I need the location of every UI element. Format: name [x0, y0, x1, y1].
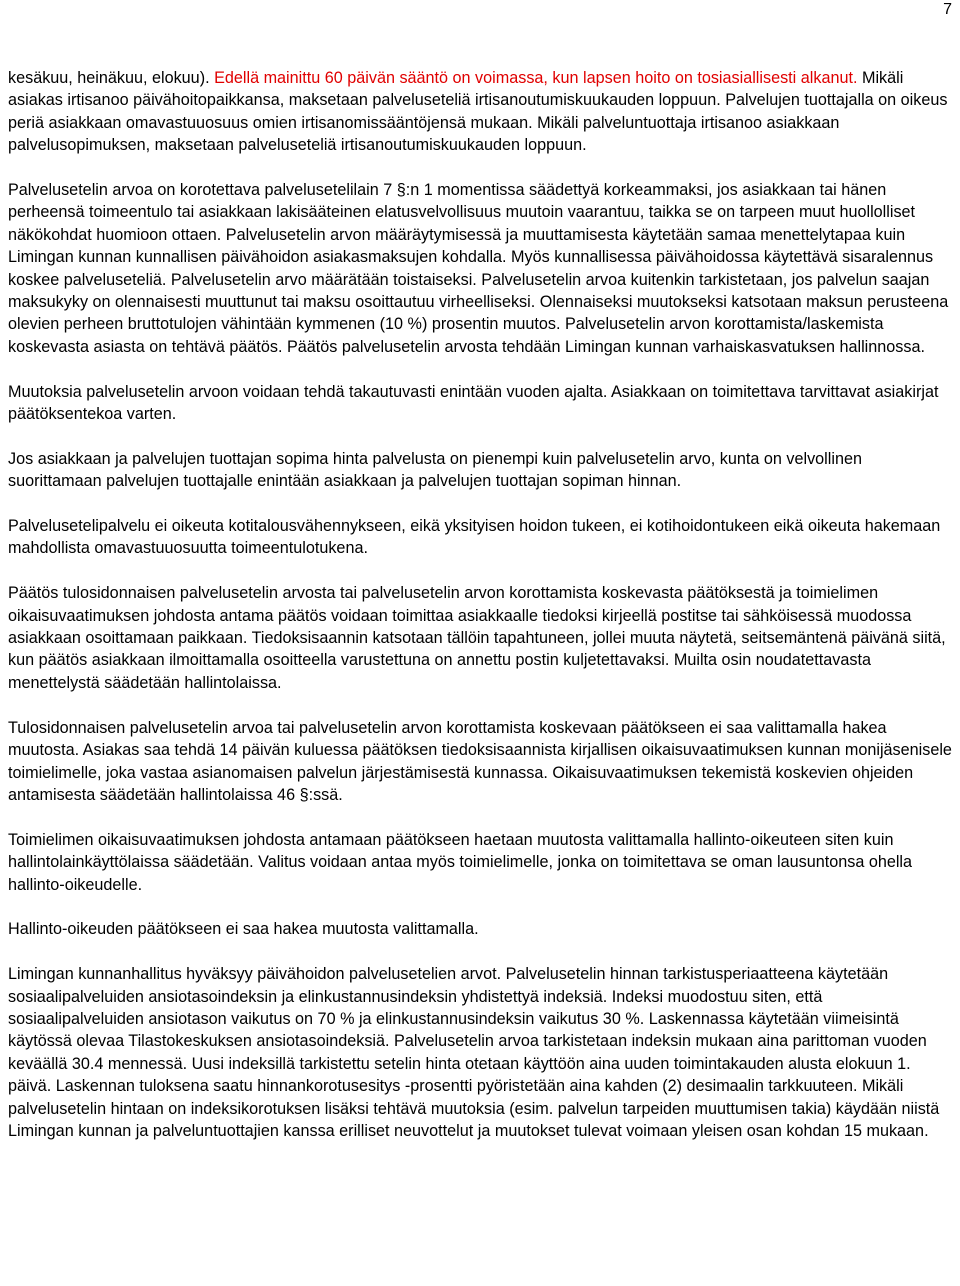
paragraph-no-further-appeal: Hallinto-oikeuden päätökseen ei saa hakea muutosta valittamalla.: [8, 920, 479, 939]
paragraph-text: kesäkuu, heinäkuu, elokuu).: [8, 69, 215, 87]
paragraph-price-lower: Jos asiakkaan ja palvelujen tuottajan sopima hinta palvelusta on pienempi kuin palvelusetelin arvo, kunta on velvollinen suorittamaan palvelujen tuottajalle enintään asiakkaan ja palvelujen tuottajan sopiman hinnan.: [8, 449, 862, 491]
paragraph-index-review: Limingan kunnanhallitus hyväksyy päivähoidon palvelusetelien arvot. Palvelusetelin hinnan tarkistusperiaatteena käytetään sosiaalipalveluiden ansiotasoindeksin ja elinkustannusindeksin yhdistettyä indeksiä. Indeksi muodostuu siten, että sosiaalipalveluiden ansiotason vaikutus on 70 % ja elinkustannusindeksin vaikutus 30 %. Laskennassa käytetään viimeisintä käytössä olevaa Tilastokeskuksen ansiotasoindeksiä. Palvelusetelin arvoa tarkistetaan indeksin mukaan aina parittoman vuoden keväällä 30.4 mennessä. Uusi indeksillä tarkistettu setelin hinta otetaan käyttöön aina uuden toimintakauden alusta elokuun 1. päivä. Laskennan tuloksena saatu hinnankorotusesitys -prosentti pyöristetään aina kahden (2) desimaalin tarkkuuteen. Mikäli palvelusetelin hintaan on indeksikorotuksen lisäksi tehtävä muutoksia (esim. palvelun tarpeiden muuttumisen takia) käydään niistä Limingan kunnan ja palveluntuottajien kanssa erilliset neuvottelut ja muutokset tulevat voimaan yleisen osan kohdan 15 mukaan.: [8, 965, 940, 1140]
paragraph-text: Mikäli asiakas irtisanoo päivähoitopaikkansa, maksetaan palveluseteliä irtisanoutumiskuukauden loppuun. Palvelujen tuottajalla on oikeus periä asiakkaan omavastuuosuus omien irtisanomissääntöjensä mukaan. Mikäli palveluntuottaja irtisanoo asiakkaan palvelusopimuksen, maksetaan palveluseteliä irtisanoutumiskuukauden loppuun.: [8, 69, 948, 155]
document-body: [8, 67, 956, 1142]
paragraph-termination: [8, 67, 956, 157]
paragraph-retroactive-changes: Muutoksia palvelusetelin arvoon voidaan tehdä takautuvasti enintään vuoden ajalta. Asiakkaan on toimitettava tarvittavat asiakirjat päätöksentekoa varten.: [8, 382, 939, 424]
page-number: 7: [943, 1, 952, 18]
paragraph-appeal: Toimielimen oikaisuvaatimuksen johdosta antamaan päätökseen haetaan muutosta valittamalla hallinto-oikeuteen siten kuin hallintolainkäyttölaissa säädetään. Valitus voidaan antaa myös toimielimelle, jonka on toimitettava se oman lausuntonsa ohella hallinto-oikeudelle.: [8, 830, 913, 894]
paragraph-decision-delivery: Päätös tulosidonnaisen palvelusetelin arvosta tai palvelusetelin arvon korottamista koskevasta päätöksestä ja toimielimen oikaisuvaatimuksen johdosta antama päätös voidaan toimittaa asiakkaalle tiedoksi kirjeellä postitse tai sähköisessä muodossa asiakkaan osoittamaan paikkaan. Tiedoksisaannin katsotaan tällöin tapahtuneen, jollei muuta näytetä, seitsemäntenä päivänä siitä, kun päätös asiakkaan ilmoittamalla osoitteella varustettuna on annettu postin kuljetettavaksi. Muilta osin noudatettavasta menettelystä säädetään hallintolaissa.: [8, 584, 946, 692]
paragraph-rectification: Tulosidonnaisen palvelusetelin arvoa tai palvelusetelin arvon korottamista koskevaan päätökseen ei saa valittamalla hakea muutosta. Asiakas saa tehdä 14 päivän kuluessa päätöksen tiedoksisaannista kirjallisen oikaisuvaatimuksen kunnan monijäsenisele toimielimelle, joka vastaa asianomaisen palvelun järjestämisestä kunnassa. Oikaisuvaatimuksen tekemistä koskevien ohjeiden antamisesta säädetään hallintolaissa 46 §:ssä.: [8, 718, 952, 804]
paragraph-no-deductions: Palvelusetelipalvelu ei oikeuta kotitalousvähennykseen, eikä yksityisen hoidon tukeen, ei kotihoidontukeen eikä oikeuta hakemaan mahdollista omavastuuosuutta toimeentulotukena.: [8, 517, 941, 558]
highlighted-text: Edellä mainittu 60 päivän sääntö on voimassa, kun lapsen hoito on tosiasiallisesti alkanut.: [214, 69, 858, 87]
paragraph-voucher-value: Palvelusetelin arvoa on korotettava palvelusetelilain 7 §:n 1 momentissa säädettyä korkeammaksi, jos asiakkaan tai hänen perheensä toimeentulo tai asiakkaan lakisääteinen elatusvelvollisuus muutoin vaarantuu, taikka se on tarpeen muut huollolliset näkökohdat huomioon ottaen. Palvelusetelin arvon määräytymisessä ja muuttamisesta käytetään samaa menettelytapaa kuin Limingan kunnan kunnallisen päivähoidon asiakasmaksujen kohdalla. Myös kunnallisessa päivähoidossa käytettävä sisaralennus koskee palveluseteliä. Palvelusetelin arvo määrätään toistaiseksi. Palvelusetelin arvoa kuitenkin tarkistetaan, jos palvelun saajan maksukyky on olennaisesti muuttunut tai maksu osoittautuu virheelliseksi. Olennaiseksi muutokseksi katsotaan maksun perusteena olevien perheen bruttotulojen vähintään kymmenen (10 %) prosentin muutos. Palvelusetelin arvon korottamista/laskemista koskevasta asiasta on tehtävä päätös. Päätös palvelusetelin arvosta tehdään Limingan kunnan varhaiskasvatuksen hallinnossa.: [8, 181, 949, 356]
